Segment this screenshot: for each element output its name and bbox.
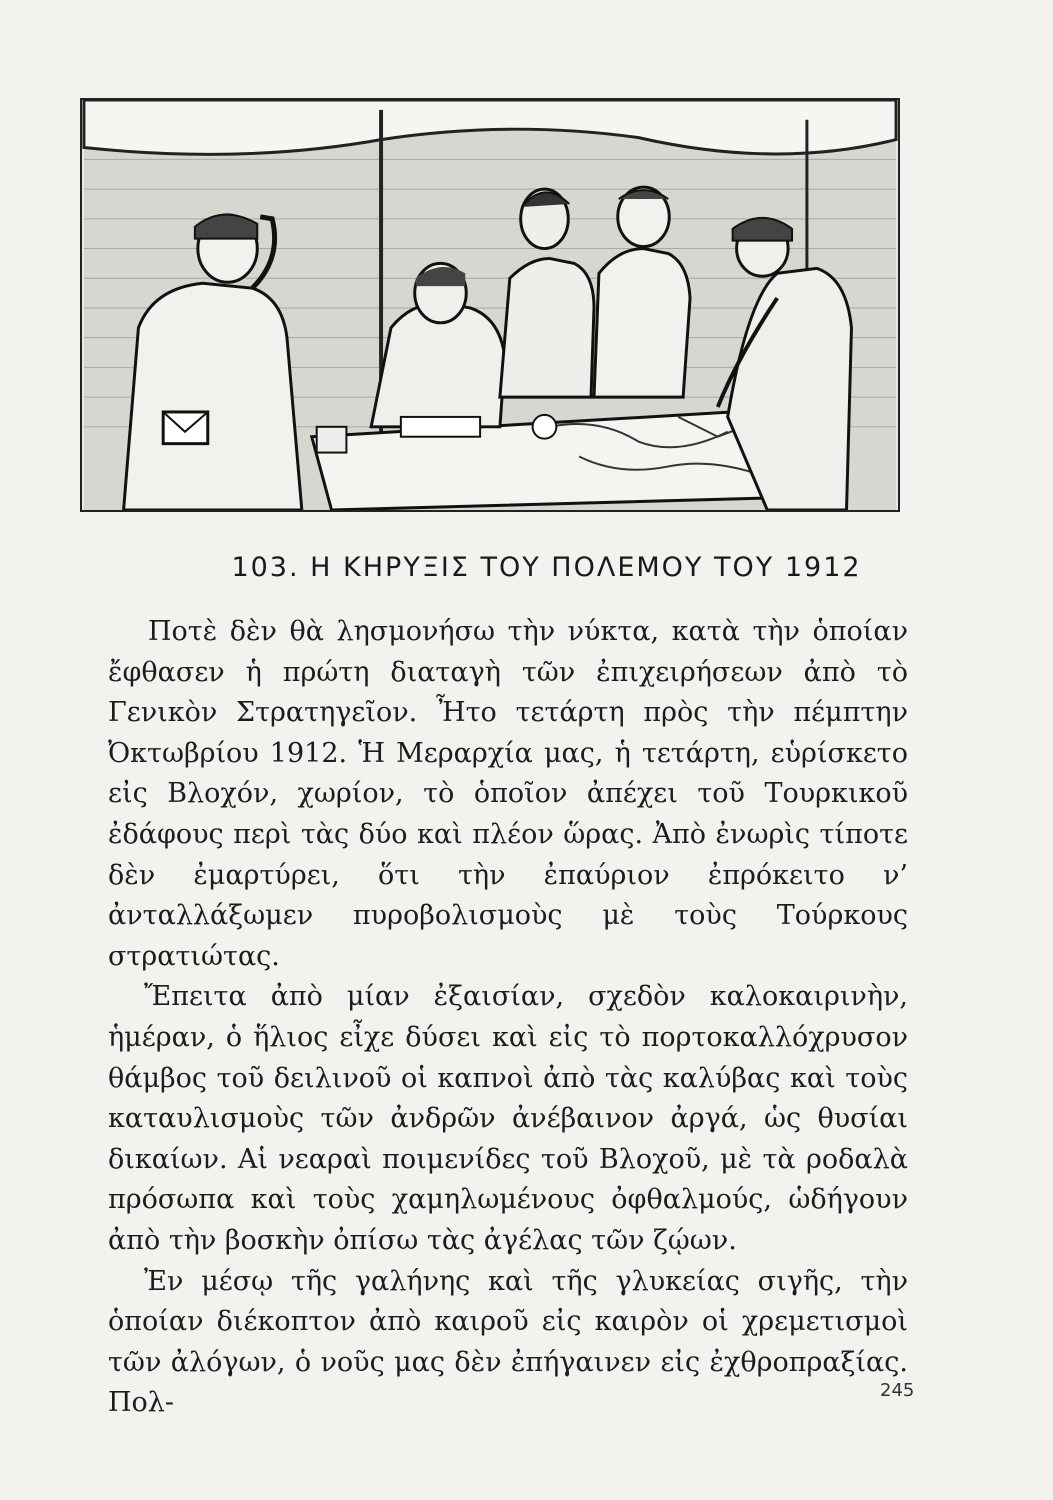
paragraph-2: Ἔπειτα ἀπὸ μίαν ἐξαισίαν, σχεδὸν καλοκαιρινὴν, ἡμέραν, ὁ ἥλιος εἶχε δύσει καὶ εἰς τὸ πορτοκαλλόχρυσον θάμβος τοῦ δειλινοῦ οἱ καπνοὶ ἀπὸ τὰς καλύβας καὶ τοὺς καταυλισμοὺς τῶν ἀνδρῶν ἀνέβαινον ἀργά, ὡς θυσίαι δικαίων. Αἱ νεαραὶ ποιμενίδες τοῦ Βλοχοῦ, μὲ τὰ ροδαλὰ πρόσωπα καὶ τοὺς χαμηλωμένους ὀφθαλμούς, ὡδήγουν ἀπὸ τὴν βοσκὴν ὀπίσω τὰς ἀγέλας τῶν ζῴων. — [108, 981, 908, 1256]
paragraph-3: Ἐν μέσῳ τῆς γαλήνης καὶ τῆς γλυκείας σιγῆς, τὴν ὁποίαν διέκοπτον ἀπὸ καιροῦ εἰς καιρὸν οἱ χρεμετισμοὶ τῶν ἀλόγων, ὁ νοῦς μας δὲν ἐπήγαινεν εἰς ἐχθροπραξίας. Πολ- — [108, 1265, 908, 1419]
illustration-drawing — [82, 100, 898, 510]
chapter-body — [108, 612, 908, 1424]
paragraph-1: Ποτὲ δὲν θὰ λησμονήσω τὴν νύκτα, κατὰ τὴν ὁποίαν ἔφθασεν ἡ πρώτη διαταγὴ τῶν ἐπιχειρήσεων ἀπὸ τὸ Γενικὸν Στρατηγεῖον. Ἦτο τετάρτη πρὸς τὴν πέμπτην Ὀκτωβρίου 1912. Ἡ Μεραρχία μας, ἡ τετάρτη, εὑρίσκετο εἰς Βλοχόν, χωρίον, τὸ ὁποῖον ἀπέχει τοῦ Τουρκικοῦ ἐδάφους περὶ τὰς δύο καὶ πλέον ὥρας. Ἀπὸ ἐνωρὶς τίποτε δὲν ἐμαρτύρει, ὅτι τὴν ἐπαύριον ἐπρόκειτο ν’ ἀνταλλάξωμεν πυροβολισμοὺς μὲ τοὺς Τούρκους στρατιώτας. — [108, 616, 908, 972]
page-number: 245 — [880, 1380, 915, 1401]
chapter-title: 103. Η ΚΗΡΥΞΙΣ ΤΟΥ ΠΟΛΕΜΟΥ ΤΟΥ 1912 — [231, 552, 862, 583]
tent-war-council-illustration — [80, 98, 900, 512]
